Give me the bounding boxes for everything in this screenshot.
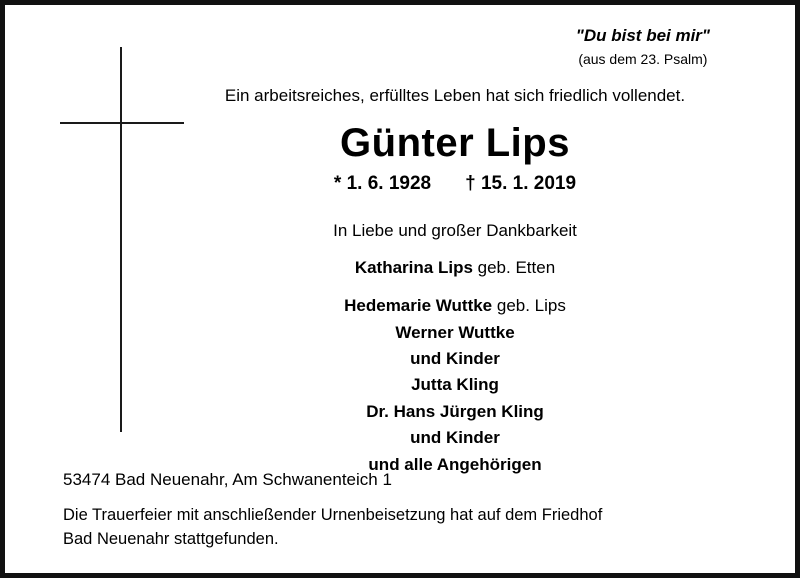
- list-item: [155, 293, 755, 319]
- death-date: † 15. 1. 2019: [465, 173, 577, 195]
- mourner-name: und Kinder: [410, 349, 500, 369]
- list-item: [155, 425, 755, 451]
- life-dates: [155, 173, 755, 195]
- ceremony-info: [63, 504, 763, 552]
- quote-block: [576, 25, 710, 69]
- page-title: Günter Lips: [340, 121, 570, 166]
- ceremony-line-2: Bad Neuenahr stattgefunden.: [63, 529, 279, 548]
- quote-text: "Du bist bei mir": [575, 26, 710, 45]
- ceremony-line-1: Die Trauerfeier mit anschließender Urnenbeisetzung hat auf dem Friedhof: [63, 506, 603, 524]
- list-item: [155, 399, 755, 425]
- list-item: [155, 255, 755, 281]
- mourner-suffix: geb. Etten: [472, 258, 556, 278]
- cross-vertical-bar: [120, 47, 122, 432]
- quote-source: (aus dem 23. Psalm): [578, 50, 708, 67]
- list-item: [155, 320, 755, 346]
- mourner-name: und Kinder: [410, 428, 500, 448]
- notice-main-content: [155, 85, 755, 478]
- mourners-list: [155, 293, 755, 477]
- mourner-suffix: geb. Lips: [492, 296, 566, 316]
- notice-inner-area: [5, 5, 795, 573]
- mourner-name: Katharina Lips: [354, 258, 473, 278]
- gratitude-line: In Liebe und großer Dankbarkeit: [333, 221, 577, 241]
- mourner-name: und alle Angehörigen: [368, 454, 542, 474]
- lead-line: Ein arbeitsreiches, erfülltes Leben hat sich friedlich vollendet.: [224, 86, 686, 105]
- mourner-name: Werner Wuttke: [395, 322, 515, 342]
- mourner-name: Hedemarie Wuttke: [344, 296, 493, 316]
- list-item: [155, 372, 755, 398]
- mourner-name: Dr. Hans Jürgen Kling: [366, 401, 544, 421]
- address-line: 53474 Bad Neuenahr, Am Schwanenteich 1: [63, 470, 392, 489]
- notice-footer: [63, 470, 763, 552]
- list-item: [155, 346, 755, 372]
- mourner-name: Jutta Kling: [411, 375, 499, 395]
- birth-date: * 1. 6. 1928: [333, 173, 432, 195]
